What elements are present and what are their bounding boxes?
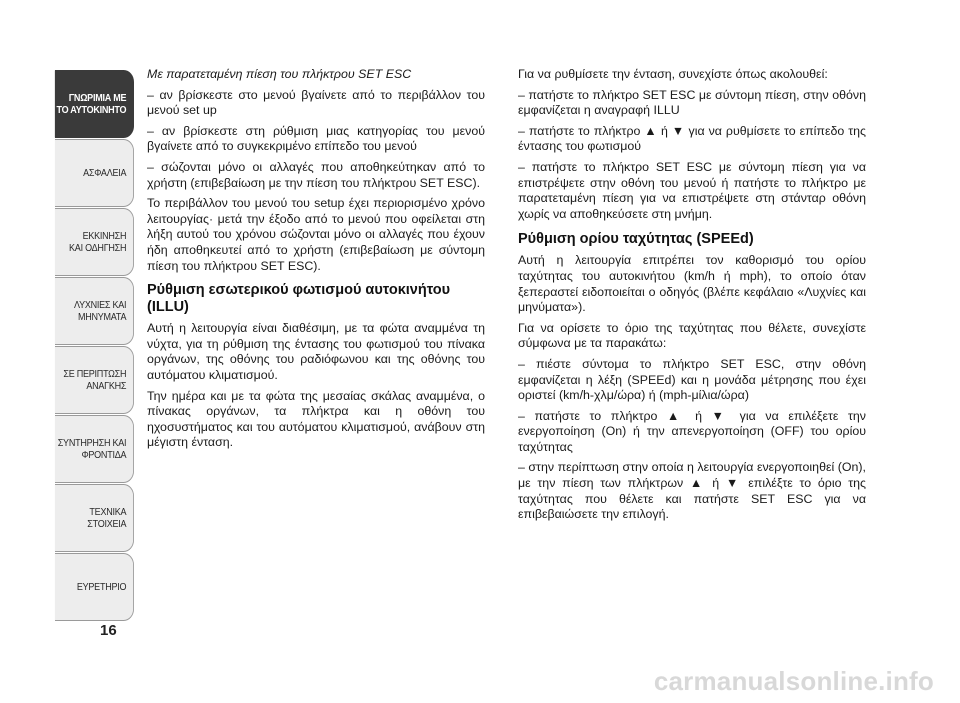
illu-intro: Για να ρυθμίσετε την ένταση, συνεχίστε όπως ακολουθεί: [518, 67, 828, 81]
speed-step-1: – πιέστε σύντομα το πλήκτρο SET ESC, στην οθόνη εμφανίζεται η λέξη (SPEEd) και η μονάδα μέτρησης που έχει οριστεί (km/h-χλμ/ώρα) ή (mph-μίλια/ώρα) [518, 356, 866, 403]
long-press-intro: Με παρατεταμένη πίεση του πλήκτρου SET ESC [147, 67, 412, 81]
speed-description: Αυτή η λειτουργία επιτρέπει τον καθορισμό του ορίου ταχύτητας του αυτοκινήτου (km/h ή mph), το οποίο όταν ξεπεραστεί ειδοποιείται ο οδηγός (βλέπε κεφάλαιο «Λυχνίες και μηνύματα»). [518, 253, 866, 315]
illu-description: Αυτή η λειτουργία είναι διαθέσιμη, με τα φώτα αναμμένα τη νύχτα, για τη ρύθμιση της έντασης του φωτισμού του πίνακα οργάνων, της οθόνης του ραδιόφωνου και της οθόνης του αυτόματου κλιματισμού. [147, 321, 485, 382]
tab-maintenance[interactable]: ΣΥΝΤΗΡΗΣΗ ΚΑΙ ΦΡΟΝΤΙΔΑ [55, 415, 134, 483]
illu-heading: Ρύθμιση εσωτερικού φωτισμού αυτοκινήτου (ILLU) [147, 282, 451, 316]
tab-index[interactable]: ΕΥΡΕΤΗΡΙΟ [55, 553, 134, 621]
saved-changes-item: – σώζονται μόνο οι αλλαγές που αποθηκεύτηκαν από το χρήστη (επιβεβαίωση με την πίεση του πλήκτρου SET ESC). [147, 159, 485, 190]
right-column [518, 67, 866, 528]
illu-step-3: – πατήστε το πλήκτρο SET ESC με σύντομη πίεση για να επιστρέψετε στην οθόνη του μενού ή πατήστε το πλήκτρο με παρατεταμένη πίεση για να επιστρέψετε στη στάνταρ οθόνη χωρίς να αποθηκεύσετε στη μνήμη. [518, 159, 866, 221]
speed-step-2: – πατήστε το πλήκτρο ▲ ή ▼ για να επιλέξετε την ενεργοποίηση (On) ή την απενεργοποίηση (OFF) του ορίου ταχύτητας [518, 408, 866, 454]
speed-step-3: – στην περίπτωση στην οποία η λειτουργία ενεργοποιηθεί (On), με την πίεση των πλήκτρων ▲ ή ▼ επιλέξτε το όριο της ταχύτητας που θέλετε και πατήστε SET ESC για να επιβεβαιώσετε την επιλογή. [518, 460, 866, 522]
tab-technical-data[interactable]: ΤΕΧΝΙΚΑ ΣΤΟΙΧΕΙΑ [55, 484, 134, 552]
category-exit-item: – αν βρίσκεστε στη ρύθμιση μιας κατηγορίας του μενού βγαίνετε από το συγκεκριμένο επίπεδο του μενού [147, 123, 485, 154]
speed-intro: Για να ορίσετε το όριο της ταχύτητας που θέλετε, συνεχίστε σύμφωνα με τα παρακάτω: [518, 320, 866, 351]
illu-daytime-note: Την ημέρα και με τα φώτα της μεσαίας σκάλας αναμμένα, ο πίνακας οργάνων, τα πλήκτρα και η οθόνη του ηχοσυστήματος και του αυτόματου κλιματισμού, ανάβουν στη μέγιστη ένταση. [147, 388, 485, 450]
menu-exit-item: – αν βρίσκεστε στο μενού βγαίνετε από το περιβάλλον του μενού set up [147, 87, 485, 118]
watermark: carmanualsonline.info [653, 666, 934, 696]
page-number: 16 [100, 622, 117, 639]
tab-getting-to-know-car[interactable]: ΓΝΩΡΙΜΙΑ ΜΕ ΤΟ ΑΥΤΟΚΙΝΗΤΟ [55, 70, 134, 138]
tab-warning-lights[interactable]: ΛΥΧΝΙΕΣ ΚΑΙ ΜΗΝΥΜΑΤΑ [55, 277, 134, 345]
setup-timeout-paragraph: Το περιβάλλον του μενού του setup έχει περιορισμένο χρόνο λειτουργίας· μετά την έξοδο από το μενού που οφείλεται στη λήξη αυτού του χρόνου σώζονται μόνο οι αλλαγές που έχουν ήδη αποθηκευτεί από το χρήστη (επιβεβαίωση με σύντομη πίεση του πλήκτρου SET ESC). [147, 196, 485, 273]
tab-emergency[interactable]: ΣΕ ΠΕΡΙΠΤΩΣΗ ΑΝΑΓΚΗΣ [55, 346, 134, 414]
left-column [147, 67, 485, 456]
illu-step-1: – πατήστε το πλήκτρο SET ESC με σύντομη πίεση, στην οθόνη εμφανίζεται η αναγραφή ILLU [518, 87, 866, 118]
tab-starting-driving[interactable]: ΕΚΚΙΝΗΣΗ ΚΑΙ ΟΔΗΓΗΣΗ [55, 208, 134, 276]
illu-step-2: – πατήστε το πλήκτρο ▲ ή ▼ για να ρυθμίσετε το επίπεδο της έντασης του φωτισμού [518, 123, 866, 154]
speed-heading: Ρύθμιση ορίου ταχύτητας (SPEEd) [518, 231, 754, 248]
tab-safety[interactable]: ΑΣΦΑΛΕΙΑ [55, 139, 134, 207]
